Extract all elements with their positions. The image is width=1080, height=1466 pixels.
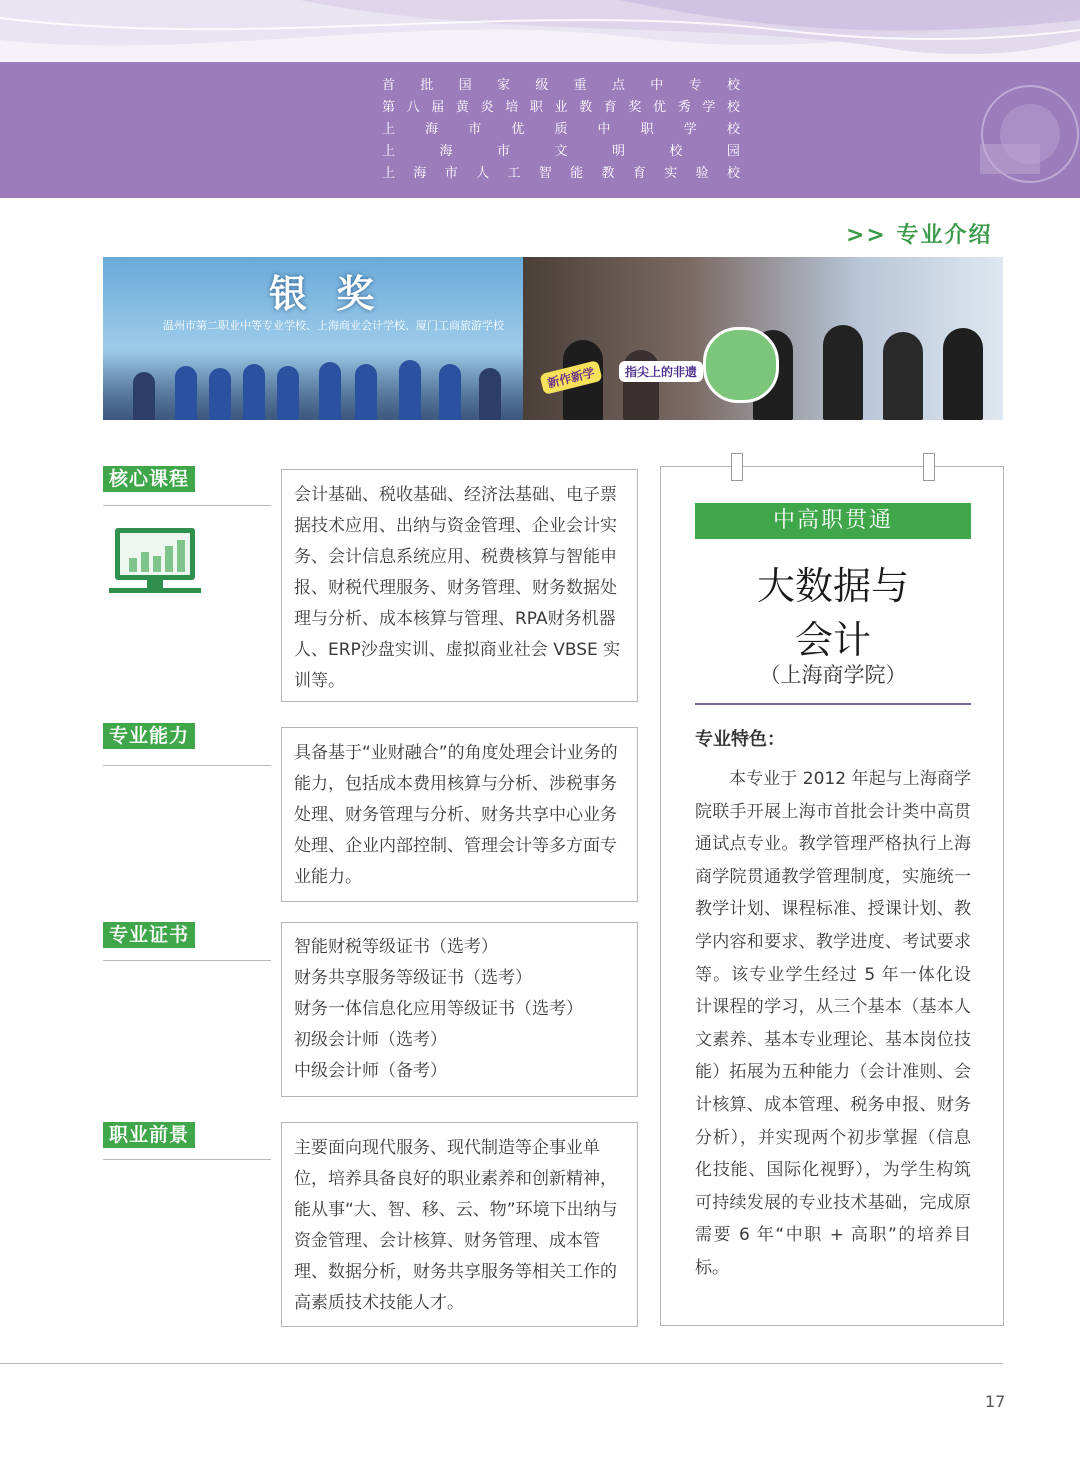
honor-char: 校 — [726, 122, 740, 137]
footer-divider — [0, 1363, 1003, 1364]
section-label: 核心课程 — [103, 466, 195, 492]
label-divider — [103, 505, 271, 506]
person-figure — [277, 366, 299, 420]
certificates-box — [281, 922, 638, 1097]
honor-char: 学 — [702, 100, 716, 115]
section-label: 专业能力 — [103, 723, 195, 749]
person-figure — [883, 332, 923, 420]
certificate-item: 初级会计师（选考） — [294, 1030, 447, 1050]
honor-char: 八 — [406, 100, 420, 115]
certificate-item: 智能财税等级证书（选考） — [294, 937, 498, 957]
honor-char: 家 — [496, 78, 510, 93]
program-type-tag: 中高职贯通 — [695, 503, 971, 539]
honor-char: 人 — [476, 166, 490, 181]
certificate-item: 财务一体信息化应用等级证书（选考） — [294, 999, 583, 1019]
honor-char: 点 — [611, 78, 625, 93]
honor-char: 重 — [573, 78, 587, 93]
person-figure — [479, 368, 501, 420]
honor-char: 培 — [505, 100, 519, 115]
honor-char: 育 — [603, 100, 617, 115]
honor-char: 中 — [650, 78, 664, 93]
honor-char: 校 — [669, 144, 683, 159]
swoosh-graphic — [0, 0, 1080, 62]
monitor-chart-icon — [107, 526, 203, 596]
honor-char: 上 — [382, 144, 396, 159]
honor-char: 园 — [726, 144, 740, 159]
honor-char: 专 — [688, 78, 702, 93]
section-label: 职业前景 — [103, 1122, 195, 1148]
honor-char: 工 — [507, 166, 521, 181]
core-courses-box — [281, 469, 638, 702]
binder-clip — [731, 453, 743, 481]
honor-char: 海 — [439, 144, 453, 159]
photo-banner — [103, 257, 1003, 420]
section-label: 专业证书 — [103, 922, 195, 948]
honor-char: 文 — [554, 144, 568, 159]
panel-divider — [695, 703, 971, 705]
group-photo — [523, 257, 1003, 420]
honor-char: 校 — [726, 78, 740, 93]
honor-char: 校 — [726, 166, 740, 181]
top-decoration — [0, 0, 1080, 62]
program-panel — [660, 466, 1004, 1326]
honor-char: 职 — [529, 100, 543, 115]
honor-char: 黄 — [455, 100, 469, 115]
honor-char: 上 — [382, 122, 396, 137]
honor-char: 教 — [601, 166, 615, 181]
person-figure — [175, 366, 197, 420]
honor-char: 明 — [611, 144, 625, 159]
honor-char: 海 — [425, 122, 439, 137]
handheld-sign: 新作新学 — [539, 360, 602, 395]
career-box — [281, 1122, 638, 1327]
person-figure — [209, 368, 231, 420]
honor-char: 优 — [653, 100, 667, 115]
school-logo-icon — [960, 74, 1080, 194]
honor-char: 育 — [632, 166, 646, 181]
award-photo — [103, 257, 523, 420]
honor-char: 首 — [382, 78, 396, 93]
honor-char: 校 — [726, 100, 740, 115]
label-divider — [103, 1159, 271, 1160]
honor-char: 市 — [496, 144, 510, 159]
ability-box — [281, 727, 638, 902]
person-figure — [399, 360, 421, 420]
binder-clip — [923, 453, 935, 481]
honor-line — [382, 163, 740, 185]
career-text: 主要面向现代服务、现代制造等企事业单位，培养具备良好的职业素养和创新精神，能从事“大、智、移、云、物”环境下出纳与资金管理、会计核算、财务管理、成本管理、数据分析，财务共享服务等相关工作的高素质技术技能人才。 — [294, 1138, 618, 1313]
honor-char: 奖 — [628, 100, 642, 115]
handheld-sign: 指尖上的非遗 — [619, 361, 703, 382]
major-title: 大数据与 — [756, 564, 909, 608]
honor-char: 学 — [683, 122, 697, 137]
honor-char: 级 — [535, 78, 549, 93]
honor-char: 炎 — [480, 100, 494, 115]
major-title: 会计 — [794, 618, 871, 662]
label-certificates — [103, 922, 271, 948]
honor-char: 上 — [382, 166, 396, 181]
honor-char: 质 — [554, 122, 568, 137]
honor-char: 中 — [597, 122, 611, 137]
person-figure — [823, 325, 863, 420]
label-divider — [103, 765, 271, 766]
honor-char: 业 — [554, 100, 568, 115]
honor-char: 市 — [468, 122, 482, 137]
honor-char: 职 — [640, 122, 654, 137]
page-number: 17 — [985, 1392, 1006, 1411]
honor-line — [382, 75, 740, 97]
honors-list — [382, 75, 740, 185]
honor-char: 优 — [511, 122, 525, 137]
partner-school: （上海商学院） — [759, 663, 907, 687]
ability-text: 具备基于“业财融合”的角度处理会计业务的能力，包括成本费用核算与分析、涉税事务处理、财务管理与分析、财务共享中心业务处理、企业内部控制、管理会计等多方面专业能力。 — [294, 743, 618, 887]
core-courses-text: 会计基础、税收基础、经济法基础、电子票据技术应用、出纳与资金管理、企业会计实务、会计信息系统应用、税费核算与智能申报、财税代理服务、财务管理、财务数据处理与分析、成本核算与管理、RPA财务机器人、ERP沙盘实训、虚拟商业社会 VBSE 实训等。 — [294, 485, 621, 691]
label-divider — [103, 960, 271, 961]
honor-char: 实 — [664, 166, 678, 181]
honor-char: 验 — [695, 166, 709, 181]
honor-char: 智 — [538, 166, 552, 181]
person-figure — [439, 364, 461, 420]
certificate-item: 中级会计师（备考） — [294, 1061, 447, 1081]
label-professional-ability — [103, 723, 271, 749]
person-figure — [319, 362, 341, 420]
honor-char: 教 — [579, 100, 593, 115]
section-heading: >> 专业介绍 — [846, 223, 993, 248]
feature-text: 本专业于 2012 年起与上海商学院联手开展上海市首批会计类中高贯通试点专业。教学管理严格执行上海商学院贯通教学管理制度，实施统一教学计划、课程标准、授课计划、教学内容和要求、教学进度、考试要求等。该专业学生经过 5 年一体化设计课程的学习，从三个基本（基本人文素养、基本专业理论、基本岗位技能）拓展为五种能力（会计准则、会计核算、成本管理、税务申报、财务分析），并实现两个初步掌握（信息化技能、国际化视野），为学生构筑可持续发展的专业技术基础，完成原需要 6 年“中职 + 高职”的培养目标。 — [695, 769, 971, 1278]
honor-line — [382, 119, 740, 141]
honor-char: 能 — [570, 166, 584, 181]
honor-char: 市 — [444, 166, 458, 181]
label-career-prospects — [103, 1122, 271, 1148]
honor-char: 第 — [382, 100, 396, 115]
award-title: 银 奖 — [269, 272, 383, 316]
award-subtitle: 温州市第二职业中等专业学校、上海商业会计学校、厦门工商旅游学校 — [163, 319, 504, 332]
person-figure — [133, 372, 155, 420]
emblem-sign — [703, 327, 779, 403]
honor-char: 届 — [431, 100, 445, 115]
honors-band — [0, 62, 1080, 198]
honor-line — [382, 141, 740, 163]
label-core-courses — [103, 466, 271, 492]
honor-char: 国 — [458, 78, 472, 93]
certificate-item: 财务共享服务等级证书（选考） — [294, 968, 532, 988]
person-figure — [355, 364, 377, 420]
honor-char: 秀 — [677, 100, 691, 115]
person-figure — [243, 364, 265, 420]
honor-char: 批 — [420, 78, 434, 93]
honor-char: 海 — [413, 166, 427, 181]
feature-title: 专业特色： — [695, 729, 785, 750]
person-figure — [943, 328, 983, 420]
honor-line — [382, 97, 740, 119]
